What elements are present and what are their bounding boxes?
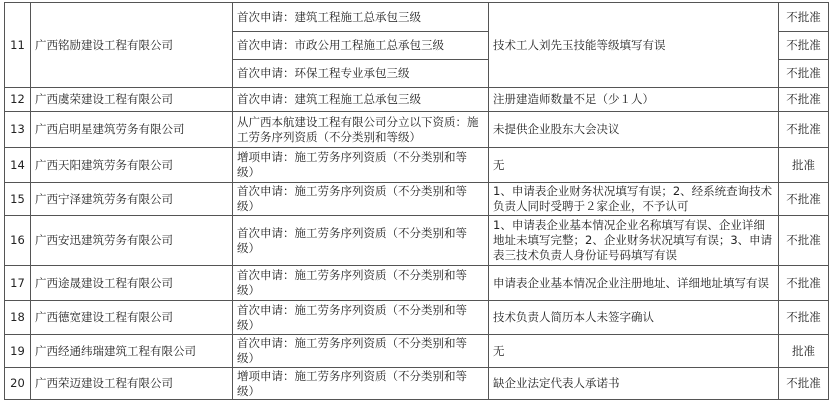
review-note: 未提供企业股东大会决议 bbox=[489, 112, 779, 148]
application-item: 首次申请：建筑工程施工总承包三级 bbox=[233, 3, 489, 32]
application-item: 首次申请：市政公用工程施工总承包三级 bbox=[233, 32, 489, 60]
row-number: 16 bbox=[5, 216, 31, 266]
company-name: 广西启明星建筑劳务有限公司 bbox=[31, 112, 233, 148]
table-row bbox=[5, 183, 829, 216]
application-item: 首次申请：施工劳务序列资质（不分类别和等级） bbox=[233, 335, 489, 368]
qualification-approval-table bbox=[4, 2, 829, 400]
table-row bbox=[5, 88, 829, 112]
row-number: 18 bbox=[5, 301, 31, 335]
approval-result: 不批准 bbox=[779, 88, 829, 112]
approval-result: 不批准 bbox=[779, 266, 829, 301]
approval-result: 不批准 bbox=[779, 112, 829, 148]
application-item: 首次申请：建筑工程施工总承包三级 bbox=[233, 88, 489, 112]
company-name: 广西途晟建设工程有限公司 bbox=[31, 266, 233, 301]
approval-result: 不批准 bbox=[779, 216, 829, 266]
company-name: 广西天阳建筑劳务有限公司 bbox=[31, 148, 233, 183]
table-row bbox=[5, 368, 829, 400]
review-note: 无 bbox=[489, 335, 779, 368]
review-note: 申请表企业基本情况企业注册地址、详细地址填写有误 bbox=[489, 266, 779, 301]
review-note: 技术负责人简历本人未签字确认 bbox=[489, 301, 779, 335]
table-row bbox=[5, 216, 829, 266]
table-row bbox=[5, 112, 829, 148]
company-name: 广西德宽建设工程有限公司 bbox=[31, 301, 233, 335]
application-item: 首次申请：施工劳务序列资质（不分类别和等级） bbox=[233, 301, 489, 335]
table-row bbox=[5, 3, 829, 32]
row-number: 11 bbox=[5, 3, 31, 88]
review-note: 1、申请表企业财务状况填写有误；2、经系统查询技术负责人同时受聘于２家企业，不予认可 bbox=[489, 183, 779, 216]
company-name: 广西安迅建筑劳务有限公司 bbox=[31, 216, 233, 266]
row-number: 14 bbox=[5, 148, 31, 183]
review-note: 技术工人刘先玉技能等级填写有误 bbox=[489, 3, 779, 88]
table-row bbox=[5, 148, 829, 183]
review-note: 1、申请表企业基本情况企业名称填写有误、企业详细地址未填写完整；2、企业财务状况填写有误；3、申请表三技术负责人身份证号码填写有误 bbox=[489, 216, 779, 266]
approval-result: 不批准 bbox=[779, 32, 829, 60]
row-number: 15 bbox=[5, 183, 31, 216]
application-item: 增项申请：施工劳务序列资质（不分类别和等级） bbox=[233, 368, 489, 400]
application-item: 从广西本航建设工程有限公司分立以下资质：施工劳务序列资质（不分类别和等级） bbox=[233, 112, 489, 148]
application-item: 首次申请：施工劳务序列资质（不分类别和等级） bbox=[233, 266, 489, 301]
row-number: 13 bbox=[5, 112, 31, 148]
approval-result: 不批准 bbox=[779, 60, 829, 88]
row-number: 12 bbox=[5, 88, 31, 112]
review-note: 无 bbox=[489, 148, 779, 183]
application-item: 首次申请：施工劳务序列资质（不分类别和等级） bbox=[233, 216, 489, 266]
approval-result: 批准 bbox=[779, 335, 829, 368]
company-name: 广西经通纬瑞建筑工程有限公司 bbox=[31, 335, 233, 368]
approval-result: 不批准 bbox=[779, 301, 829, 335]
row-number: 20 bbox=[5, 368, 31, 400]
table-row bbox=[5, 266, 829, 301]
application-item: 首次申请：施工劳务序列资质（不分类别和等级） bbox=[233, 183, 489, 216]
application-item: 增项申请：施工劳务序列资质（不分类别和等级） bbox=[233, 148, 489, 183]
company-name: 广西宁泽建筑劳务有限公司 bbox=[31, 183, 233, 216]
approval-result: 不批准 bbox=[779, 368, 829, 400]
approval-result: 不批准 bbox=[779, 183, 829, 216]
approval-result: 批准 bbox=[779, 148, 829, 183]
company-name: 广西荣迈建设工程有限公司 bbox=[31, 368, 233, 400]
row-number: 19 bbox=[5, 335, 31, 368]
company-name: 广西虞荣建设工程有限公司 bbox=[31, 88, 233, 112]
approval-result: 不批准 bbox=[779, 3, 829, 32]
review-note: 注册建造师数量不足（少１人） bbox=[489, 88, 779, 112]
company-name: 广西铭励建设工程有限公司 bbox=[31, 3, 233, 88]
table-row bbox=[5, 301, 829, 335]
application-item: 首次申请：环保工程专业承包三级 bbox=[233, 60, 489, 88]
table-row bbox=[5, 335, 829, 368]
row-number: 17 bbox=[5, 266, 31, 301]
review-note: 缺企业法定代表人承诺书 bbox=[489, 368, 779, 400]
